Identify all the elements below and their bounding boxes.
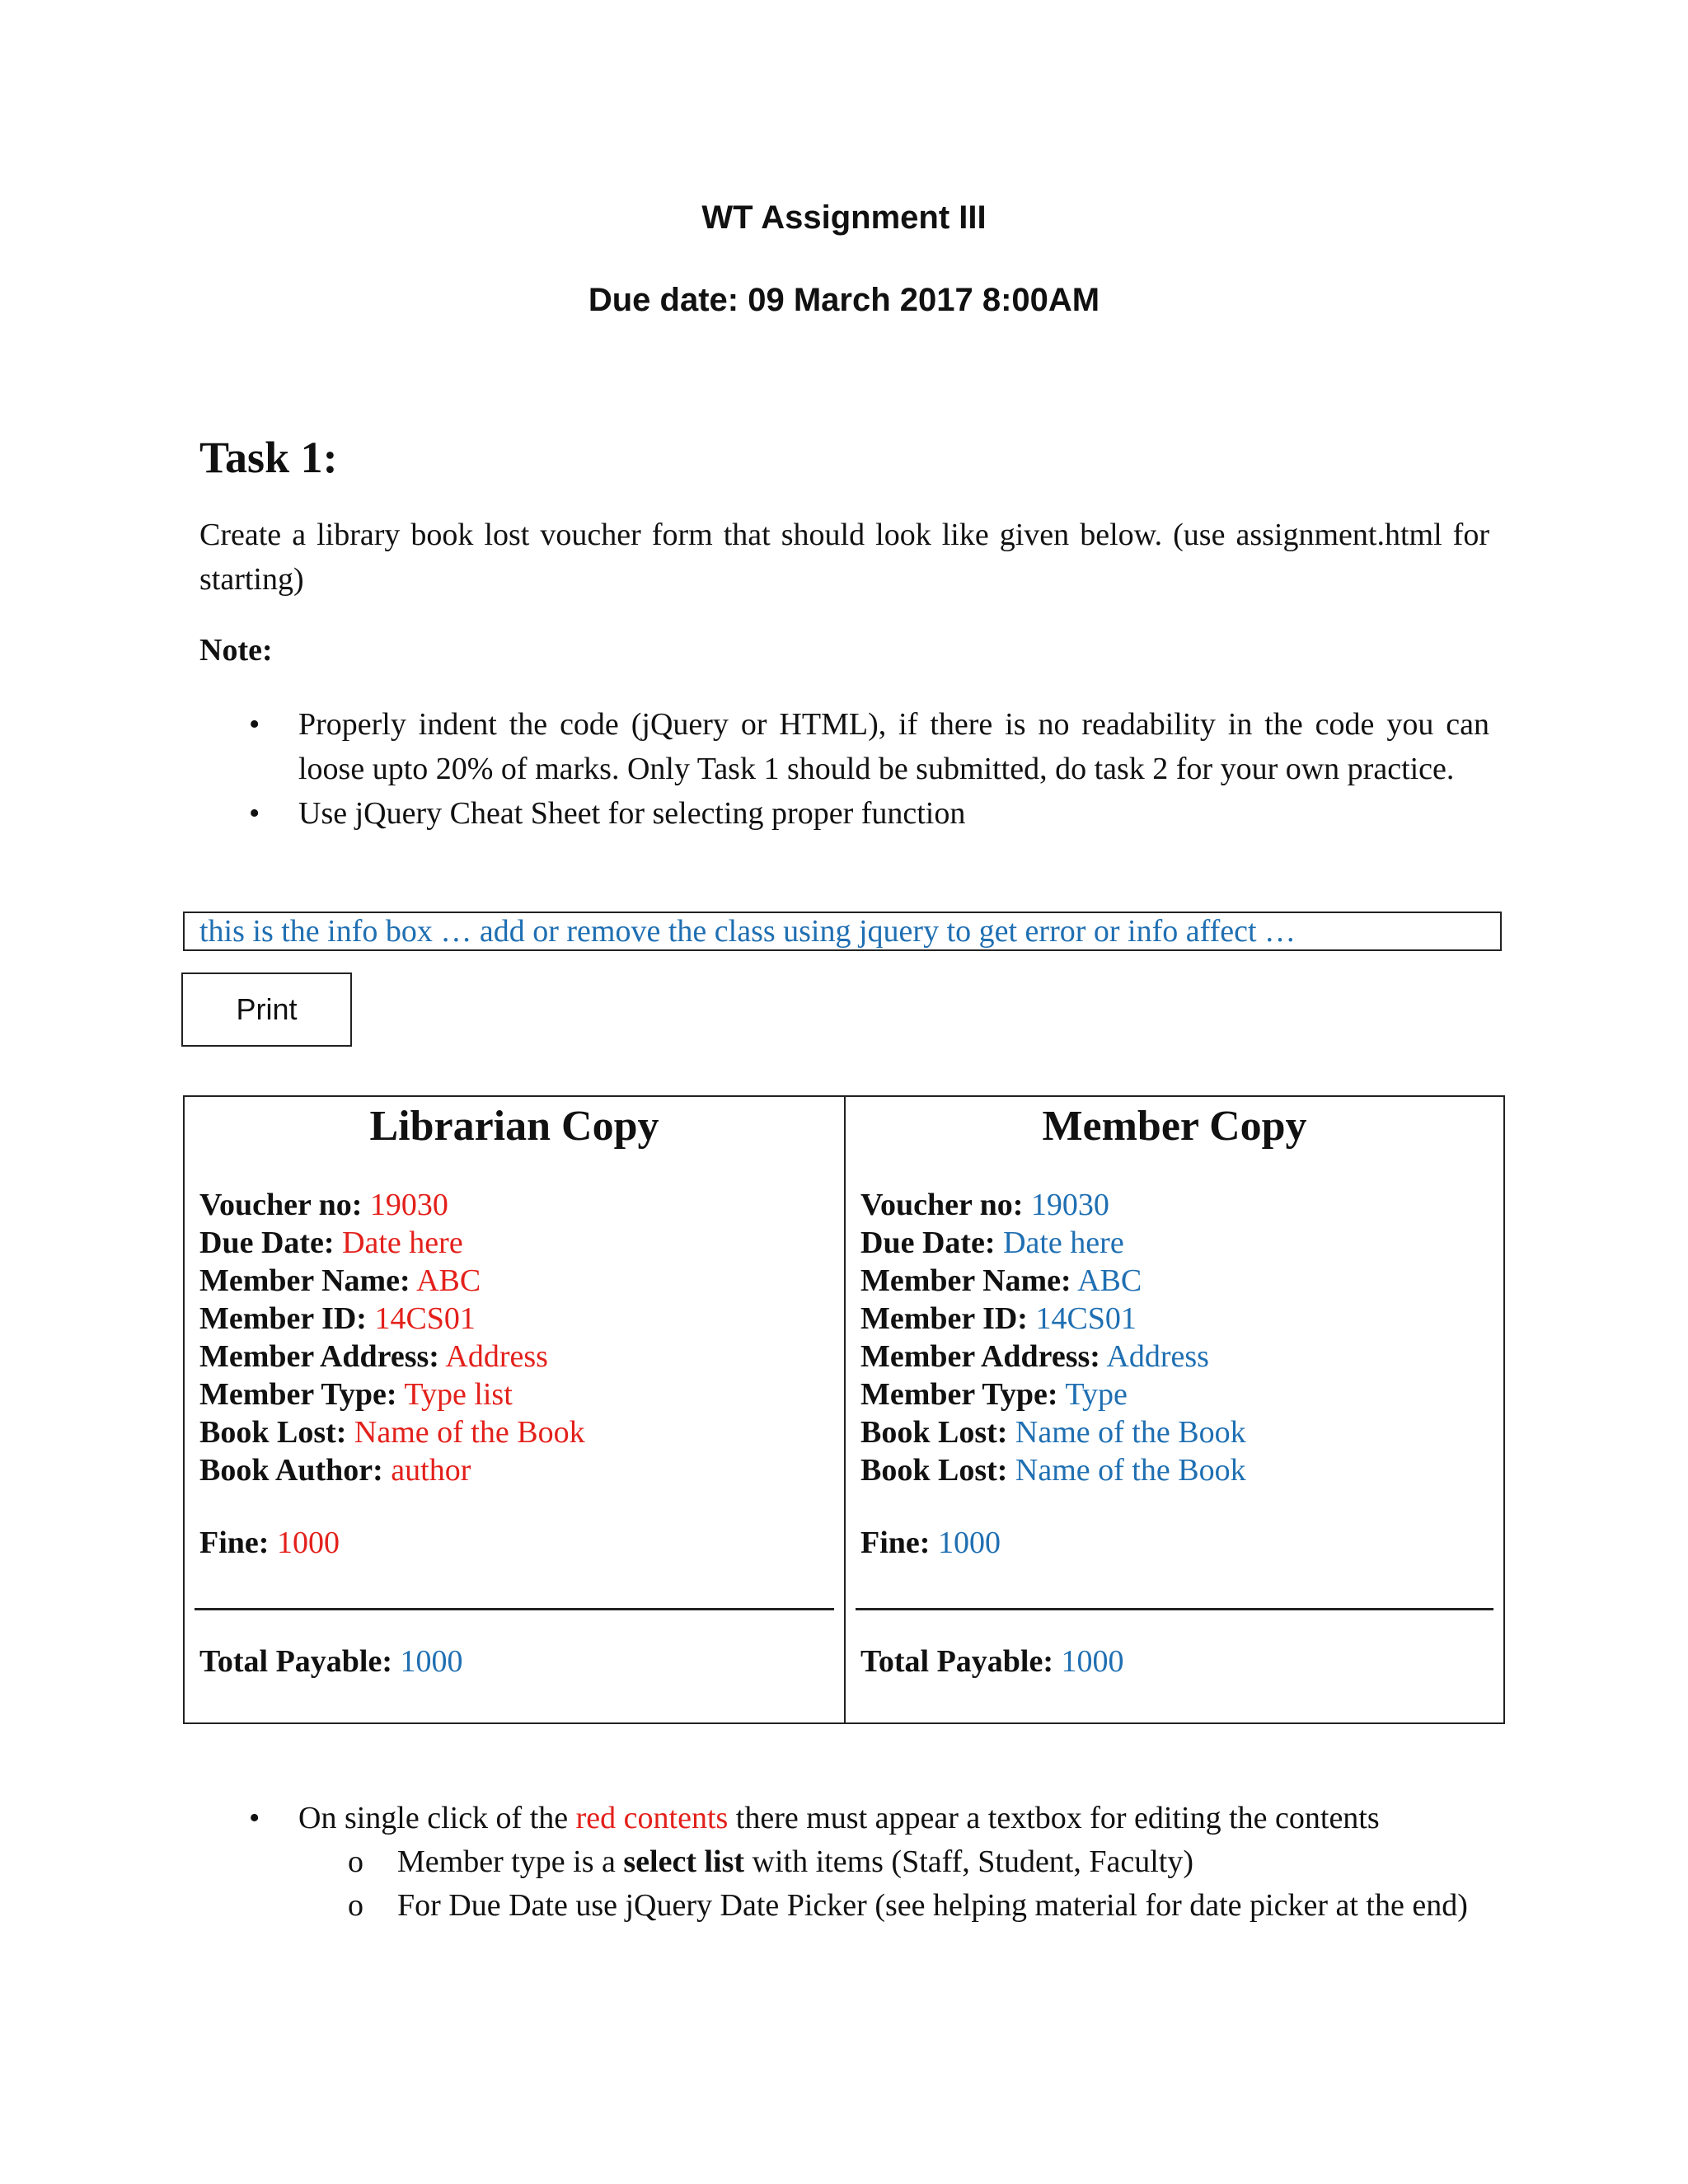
total-label: Total Payable: xyxy=(860,1644,1053,1679)
field-label: Member ID: xyxy=(199,1301,367,1336)
field-book-author xyxy=(199,1451,585,1489)
librarian-copy-title: Librarian Copy xyxy=(369,1103,659,1150)
voucher-no-value: 19030 xyxy=(1030,1188,1109,1222)
member-fields xyxy=(860,1186,1246,1489)
field-member-address xyxy=(199,1338,585,1376)
info-box: this is the info box … add or remove the class using jquery to get error or info affect … xyxy=(183,912,1502,951)
print-button[interactable]: Print xyxy=(181,972,352,1047)
total-label: Total Payable: xyxy=(199,1644,392,1679)
member-address-value: Address xyxy=(1106,1339,1209,1374)
requirement-text: with items (Staff, Student, Faculty) xyxy=(752,1844,1194,1879)
task-intro: Create a library book lost voucher form that should look like given below. (use assignment.html for starting) xyxy=(199,518,1489,597)
field-member-name xyxy=(860,1262,1246,1300)
field-voucher-no xyxy=(860,1186,1246,1224)
fine-value: 1000 xyxy=(937,1526,1001,1560)
member-type-value[interactable]: Type list xyxy=(404,1377,513,1412)
total-divider xyxy=(856,1608,1493,1610)
requirement-item xyxy=(199,1797,1489,1840)
member-address-value[interactable]: Address xyxy=(445,1339,548,1374)
field-label: Due Date: xyxy=(860,1226,996,1260)
field-label: Member Type: xyxy=(199,1377,397,1412)
requirement-subitem: o For Due Date use jQuery Date Picker (see helping material for date picker at the end) xyxy=(199,1884,1489,1928)
field-member-address xyxy=(860,1338,1246,1376)
requirement-text: Member type is a xyxy=(397,1844,616,1879)
requirement-bold: select list xyxy=(623,1844,745,1879)
field-label: Member Address: xyxy=(199,1339,439,1374)
field-member-name xyxy=(199,1262,585,1300)
field-label: Book Lost: xyxy=(860,1415,1008,1450)
book-lost-value: Name of the Book xyxy=(1015,1415,1246,1450)
librarian-copy xyxy=(185,1097,844,1722)
book-author-value[interactable]: author xyxy=(391,1453,471,1488)
field-label: Member Address: xyxy=(860,1339,1100,1374)
librarian-fine xyxy=(199,1524,340,1562)
total-value: 1000 xyxy=(1061,1644,1124,1679)
librarian-total xyxy=(199,1643,463,1680)
note-item: • Use jQuery Cheat Sheet for selecting proper function xyxy=(199,791,1489,836)
field-label: Book Lost: xyxy=(860,1453,1008,1488)
field-book-lost xyxy=(860,1413,1246,1451)
requirement-highlight: red contents xyxy=(575,1801,729,1835)
field-label: Member ID: xyxy=(860,1301,1028,1336)
document-title: WT Assignment III xyxy=(701,199,987,236)
requirement-text: there must appear a textbox for editing the contents xyxy=(735,1801,1380,1835)
member-copy-title: Member Copy xyxy=(1042,1103,1307,1150)
member-type-value: Type xyxy=(1065,1377,1128,1412)
field-due-date xyxy=(860,1224,1246,1262)
field-label: Book Lost: xyxy=(199,1415,347,1450)
field-book-lost xyxy=(860,1451,1246,1489)
field-member-type xyxy=(860,1376,1246,1413)
total-value: 1000 xyxy=(400,1644,463,1679)
member-total xyxy=(860,1643,1124,1680)
member-copy xyxy=(844,1097,1503,1722)
field-member-type xyxy=(199,1376,585,1413)
voucher-no-value[interactable]: 19030 xyxy=(369,1188,448,1222)
field-voucher-no xyxy=(199,1186,585,1224)
field-label: Member Type: xyxy=(860,1377,1058,1412)
field-book-lost xyxy=(199,1413,585,1451)
total-divider xyxy=(195,1608,834,1610)
field-member-id xyxy=(199,1300,585,1338)
due-date-value: Date here xyxy=(1003,1226,1124,1260)
field-label: Book Author: xyxy=(199,1453,383,1488)
book-lost-value[interactable]: Name of the Book xyxy=(354,1415,585,1450)
field-label: Member Name: xyxy=(199,1263,410,1298)
member-name-value: ABC xyxy=(1077,1263,1142,1298)
field-member-id xyxy=(860,1300,1246,1338)
field-label: Member Name: xyxy=(860,1263,1071,1298)
requirement-text: On single click of the xyxy=(298,1801,569,1835)
fine-label: Fine: xyxy=(199,1526,270,1560)
member-id-value[interactable]: 14CS01 xyxy=(374,1301,476,1336)
requirements-list xyxy=(199,1797,1489,1928)
librarian-fields xyxy=(199,1186,585,1489)
member-id-value: 14CS01 xyxy=(1035,1301,1137,1336)
due-date-value[interactable]: Date here xyxy=(342,1226,463,1260)
task-heading: Task 1: xyxy=(199,433,338,482)
member-fine xyxy=(860,1524,1001,1562)
note-label: Note: xyxy=(199,633,273,668)
member-name-value[interactable]: ABC xyxy=(416,1263,481,1298)
field-due-date xyxy=(199,1224,585,1262)
field-label: Due Date: xyxy=(199,1226,335,1260)
field-label: Voucher no: xyxy=(860,1188,1024,1222)
book-lost-value: Name of the Book xyxy=(1015,1453,1246,1488)
due-date-heading: Due date: 09 March 2017 8:00AM xyxy=(588,282,1100,318)
voucher-table xyxy=(183,1095,1505,1724)
note-item: • Properly indent the code (jQuery or HTML), if there is no readability in the code you can loose upto 20% of marks. Only Task 1 should be submitted, do task 2 for your own practice. xyxy=(199,702,1489,791)
fine-value[interactable]: 1000 xyxy=(276,1526,340,1560)
requirement-subitem xyxy=(199,1840,1489,1884)
field-label: Voucher no: xyxy=(199,1188,363,1222)
note-list xyxy=(199,702,1489,836)
fine-label: Fine: xyxy=(860,1526,931,1560)
